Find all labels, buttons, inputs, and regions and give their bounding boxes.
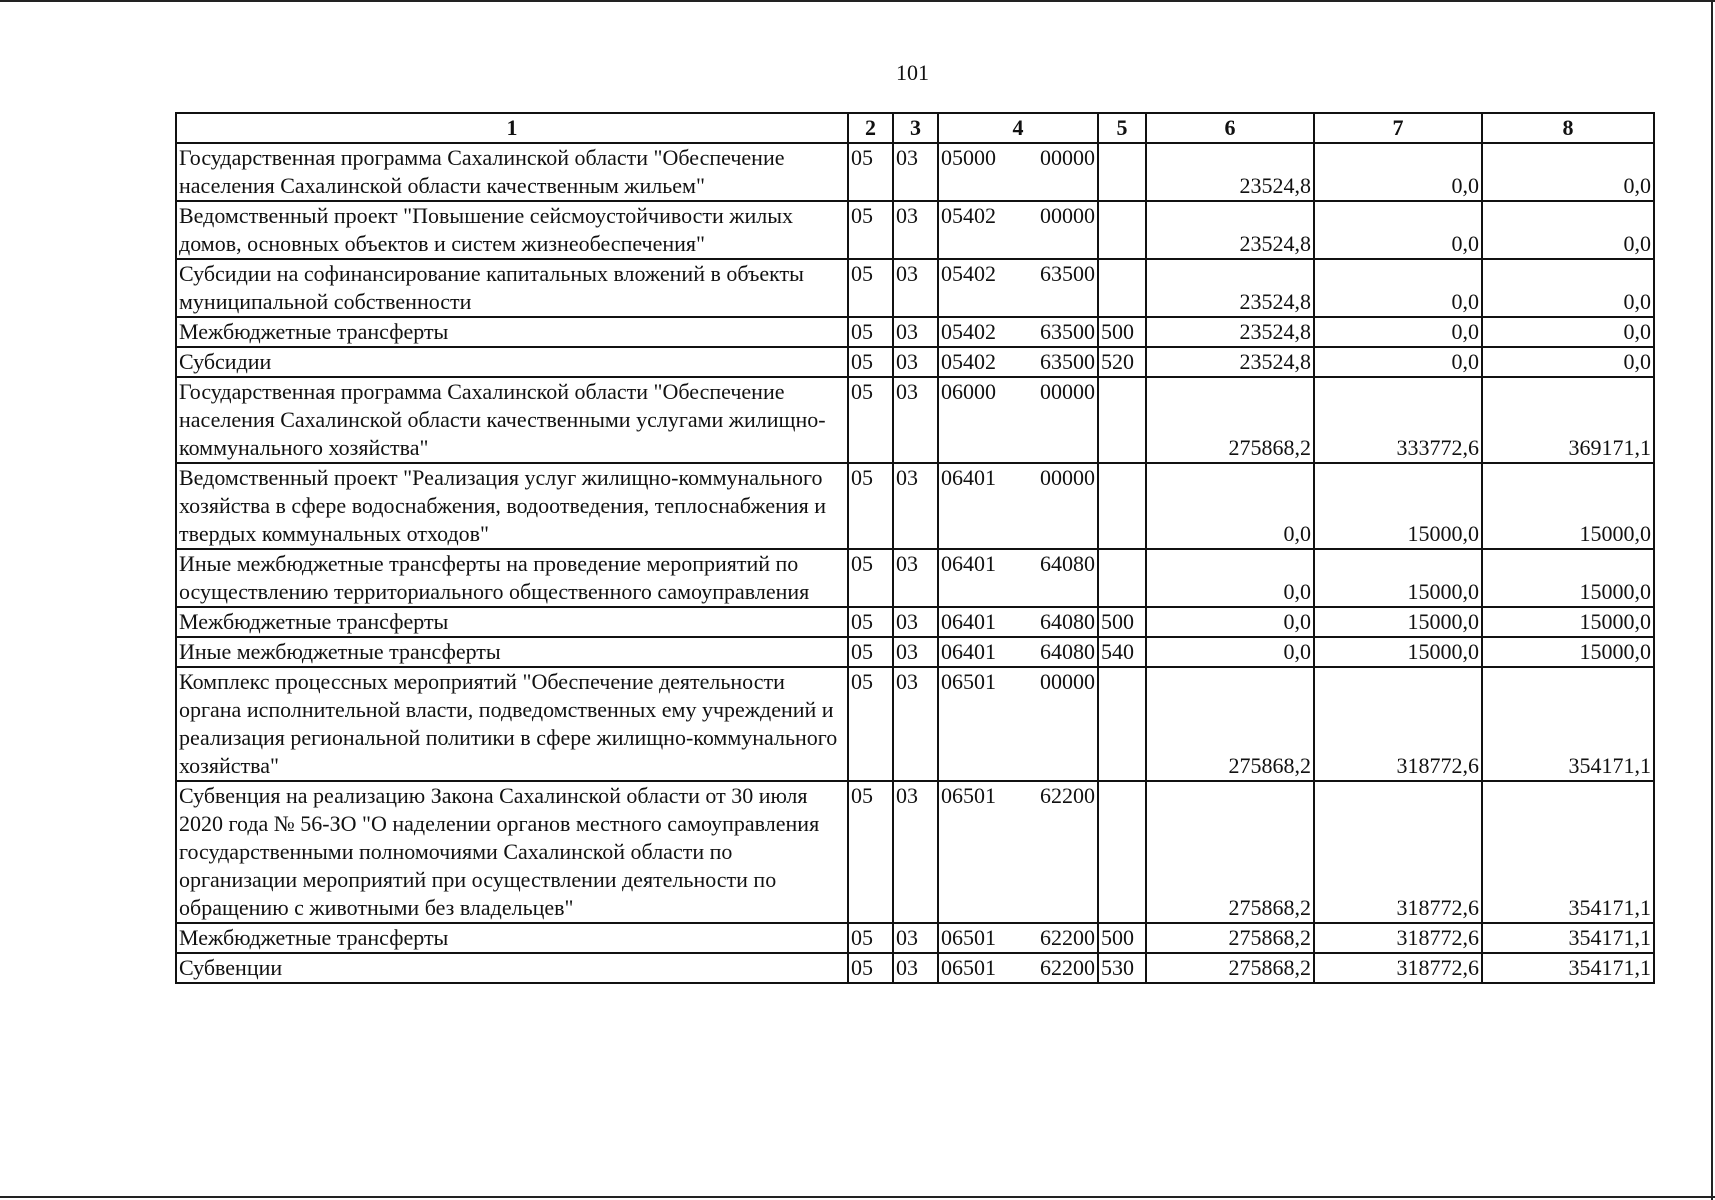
row-target-article bbox=[938, 317, 1098, 347]
row-amount-col-8: 0,0 bbox=[1482, 347, 1654, 377]
table-row bbox=[176, 953, 1654, 983]
row-amount-col-6: 0,0 bbox=[1146, 637, 1314, 667]
row-section-code: 05 bbox=[848, 781, 893, 923]
header-col-2: 2 bbox=[848, 113, 893, 143]
row-program-code: 06401 bbox=[941, 551, 996, 576]
row-direction-code: 63500 bbox=[1040, 319, 1095, 344]
table-row bbox=[176, 667, 1654, 781]
row-amount-col-8: 0,0 bbox=[1482, 143, 1654, 201]
row-amount-col-6: 275868,2 bbox=[1146, 377, 1314, 463]
table-row bbox=[176, 781, 1654, 923]
row-program-code: 05402 bbox=[941, 319, 996, 344]
row-direction-code: 64080 bbox=[1040, 639, 1095, 664]
row-program-code: 06501 bbox=[941, 955, 996, 980]
row-program-code: 05402 bbox=[941, 261, 996, 286]
row-target-article bbox=[938, 347, 1098, 377]
row-target-article bbox=[938, 607, 1098, 637]
row-direction-code: 62200 bbox=[1040, 925, 1095, 950]
row-section-code: 05 bbox=[848, 923, 893, 953]
row-amount-col-6: 275868,2 bbox=[1146, 923, 1314, 953]
row-name: Государственная программа Сахалинской области "Обеспечение населения Сахалинской области качественными услугами жилищно-коммунального хозяйства" bbox=[176, 377, 848, 463]
row-amount-col-8: 0,0 bbox=[1482, 201, 1654, 259]
row-amount-col-6: 23524,8 bbox=[1146, 259, 1314, 317]
header-col-5: 5 bbox=[1098, 113, 1146, 143]
table-row bbox=[176, 347, 1654, 377]
row-subsection-code: 03 bbox=[893, 143, 938, 201]
row-name: Межбюджетные трансферты bbox=[176, 317, 848, 347]
row-subsection-code: 03 bbox=[893, 953, 938, 983]
row-section-code: 05 bbox=[848, 347, 893, 377]
header-col-7: 7 bbox=[1314, 113, 1482, 143]
row-amount-col-6: 0,0 bbox=[1146, 607, 1314, 637]
row-target-article bbox=[938, 781, 1098, 923]
row-direction-code: 00000 bbox=[1040, 465, 1095, 490]
row-section-code: 05 bbox=[848, 463, 893, 549]
row-amount-col-7: 0,0 bbox=[1314, 259, 1482, 317]
row-name: Межбюджетные трансферты bbox=[176, 923, 848, 953]
row-subsection-code: 03 bbox=[893, 781, 938, 923]
table-row bbox=[176, 259, 1654, 317]
row-program-code: 06401 bbox=[941, 639, 996, 664]
row-target-article bbox=[938, 637, 1098, 667]
table-row bbox=[176, 607, 1654, 637]
page-right-edge bbox=[1711, 0, 1713, 1200]
row-program-code: 06501 bbox=[941, 783, 996, 808]
row-program-code: 06401 bbox=[941, 609, 996, 634]
row-amount-col-6: 275868,2 bbox=[1146, 781, 1314, 923]
row-subsection-code: 03 bbox=[893, 201, 938, 259]
row-target-article bbox=[938, 377, 1098, 463]
row-direction-code: 63500 bbox=[1040, 261, 1095, 286]
row-amount-col-7: 15000,0 bbox=[1314, 463, 1482, 549]
row-name: Межбюджетные трансферты bbox=[176, 607, 848, 637]
table-row bbox=[176, 463, 1654, 549]
row-amount-col-8: 15000,0 bbox=[1482, 607, 1654, 637]
row-target-article bbox=[938, 923, 1098, 953]
row-direction-code: 00000 bbox=[1040, 669, 1095, 694]
row-amount-col-6: 23524,8 bbox=[1146, 143, 1314, 201]
row-amount-col-6: 0,0 bbox=[1146, 463, 1314, 549]
row-amount-col-8: 0,0 bbox=[1482, 317, 1654, 347]
row-amount-col-7: 15000,0 bbox=[1314, 637, 1482, 667]
row-subsection-code: 03 bbox=[893, 347, 938, 377]
row-section-code: 05 bbox=[848, 317, 893, 347]
row-direction-code: 64080 bbox=[1040, 551, 1095, 576]
row-program-code: 05402 bbox=[941, 203, 996, 228]
row-target-article bbox=[938, 953, 1098, 983]
row-name: Государственная программа Сахалинской области "Обеспечение населения Сахалинской области качественным жильем" bbox=[176, 143, 848, 201]
row-amount-col-6: 275868,2 bbox=[1146, 953, 1314, 983]
row-amount-col-8: 15000,0 bbox=[1482, 549, 1654, 607]
row-subsection-code: 03 bbox=[893, 377, 938, 463]
row-name: Иные межбюджетные трансферты на проведение мероприятий по осуществлению территориального общественного самоуправления bbox=[176, 549, 848, 607]
row-expense-type: 500 bbox=[1098, 923, 1146, 953]
row-direction-code: 00000 bbox=[1040, 379, 1095, 404]
row-amount-col-8: 15000,0 bbox=[1482, 463, 1654, 549]
row-program-code: 06401 bbox=[941, 465, 996, 490]
row-amount-col-8: 0,0 bbox=[1482, 259, 1654, 317]
row-amount-col-7: 0,0 bbox=[1314, 201, 1482, 259]
row-section-code: 05 bbox=[848, 953, 893, 983]
row-target-article bbox=[938, 667, 1098, 781]
row-amount-col-6: 23524,8 bbox=[1146, 347, 1314, 377]
row-amount-col-7: 318772,6 bbox=[1314, 923, 1482, 953]
row-expense-type: 540 bbox=[1098, 637, 1146, 667]
row-section-code: 05 bbox=[848, 667, 893, 781]
header-col-4: 4 bbox=[938, 113, 1098, 143]
row-subsection-code: 03 bbox=[893, 317, 938, 347]
row-amount-col-7: 333772,6 bbox=[1314, 377, 1482, 463]
row-expense-type: 520 bbox=[1098, 347, 1146, 377]
row-expense-type bbox=[1098, 377, 1146, 463]
row-expense-type: 530 bbox=[1098, 953, 1146, 983]
row-amount-col-7: 0,0 bbox=[1314, 347, 1482, 377]
page-number: 101 bbox=[896, 60, 929, 85]
row-amount-col-7: 0,0 bbox=[1314, 143, 1482, 201]
row-amount-col-8: 354171,1 bbox=[1482, 923, 1654, 953]
row-amount-col-7: 15000,0 bbox=[1314, 607, 1482, 637]
row-name: Субвенции bbox=[176, 953, 848, 983]
row-subsection-code: 03 bbox=[893, 259, 938, 317]
row-expense-type bbox=[1098, 201, 1146, 259]
row-amount-col-8: 354171,1 bbox=[1482, 667, 1654, 781]
page-top-edge bbox=[0, 0, 1715, 2]
row-amount-col-7: 0,0 bbox=[1314, 317, 1482, 347]
row-amount-col-6: 275868,2 bbox=[1146, 667, 1314, 781]
header-col-3: 3 bbox=[893, 113, 938, 143]
row-target-article bbox=[938, 259, 1098, 317]
row-subsection-code: 03 bbox=[893, 637, 938, 667]
header-col-6: 6 bbox=[1146, 113, 1314, 143]
row-program-code: 06501 bbox=[941, 925, 996, 950]
row-name: Субсидии на софинансирование капитальных вложений в объекты муниципальной собственности bbox=[176, 259, 848, 317]
row-section-code: 05 bbox=[848, 201, 893, 259]
row-direction-code: 00000 bbox=[1040, 145, 1095, 170]
table-row bbox=[176, 923, 1654, 953]
row-amount-col-8: 354171,1 bbox=[1482, 953, 1654, 983]
row-program-code: 06000 bbox=[941, 379, 996, 404]
row-target-article bbox=[938, 549, 1098, 607]
row-amount-col-8: 15000,0 bbox=[1482, 637, 1654, 667]
budget-table bbox=[175, 112, 1655, 984]
row-program-code: 06501 bbox=[941, 669, 996, 694]
row-name: Ведомственный проект "Повышение сейсмоустойчивости жилых домов, основных объектов и систем жизнеобеспечения" bbox=[176, 201, 848, 259]
row-direction-code: 62200 bbox=[1040, 783, 1095, 808]
row-name: Субсидии bbox=[176, 347, 848, 377]
row-amount-col-8: 354171,1 bbox=[1482, 781, 1654, 923]
row-subsection-code: 03 bbox=[893, 923, 938, 953]
row-target-article bbox=[938, 201, 1098, 259]
table-row bbox=[176, 143, 1654, 201]
row-expense-type bbox=[1098, 781, 1146, 923]
row-section-code: 05 bbox=[848, 377, 893, 463]
row-subsection-code: 03 bbox=[893, 463, 938, 549]
row-expense-type bbox=[1098, 259, 1146, 317]
row-amount-col-7: 318772,6 bbox=[1314, 667, 1482, 781]
row-direction-code: 63500 bbox=[1040, 349, 1095, 374]
table-row bbox=[176, 317, 1654, 347]
row-name: Иные межбюджетные трансферты bbox=[176, 637, 848, 667]
row-expense-type: 500 bbox=[1098, 317, 1146, 347]
table-row bbox=[176, 549, 1654, 607]
row-expense-type bbox=[1098, 463, 1146, 549]
header-col-1: 1 bbox=[176, 113, 848, 143]
row-section-code: 05 bbox=[848, 549, 893, 607]
row-section-code: 05 bbox=[848, 259, 893, 317]
row-name: Ведомственный проект "Реализация услуг жилищно-коммунального хозяйства в сфере водоснабжения, водоотведения, теплоснабжения и твердых коммунальных отходов" bbox=[176, 463, 848, 549]
table-row bbox=[176, 201, 1654, 259]
row-section-code: 05 bbox=[848, 143, 893, 201]
row-name: Комплекс процессных мероприятий "Обеспечение деятельности органа исполнительной власти, подведомственных ему учреждений и реализация региональной политики в сфере жилищно-коммунального хозяйства" bbox=[176, 667, 848, 781]
table-row bbox=[176, 377, 1654, 463]
row-program-code: 05000 bbox=[941, 145, 996, 170]
row-section-code: 05 bbox=[848, 607, 893, 637]
row-amount-col-7: 318772,6 bbox=[1314, 953, 1482, 983]
row-expense-type: 500 bbox=[1098, 607, 1146, 637]
row-expense-type bbox=[1098, 143, 1146, 201]
row-direction-code: 00000 bbox=[1040, 203, 1095, 228]
row-expense-type bbox=[1098, 549, 1146, 607]
row-program-code: 05402 bbox=[941, 349, 996, 374]
row-amount-col-6: 23524,8 bbox=[1146, 201, 1314, 259]
row-amount-col-7: 15000,0 bbox=[1314, 549, 1482, 607]
row-subsection-code: 03 bbox=[893, 549, 938, 607]
row-amount-col-8: 369171,1 bbox=[1482, 377, 1654, 463]
table-header-row bbox=[176, 113, 1654, 143]
row-amount-col-6: 23524,8 bbox=[1146, 317, 1314, 347]
row-subsection-code: 03 bbox=[893, 667, 938, 781]
row-section-code: 05 bbox=[848, 637, 893, 667]
row-expense-type bbox=[1098, 667, 1146, 781]
row-target-article bbox=[938, 143, 1098, 201]
row-direction-code: 62200 bbox=[1040, 955, 1095, 980]
page-bottom-edge bbox=[0, 1196, 1715, 1198]
row-direction-code: 64080 bbox=[1040, 609, 1095, 634]
table-body bbox=[176, 143, 1654, 983]
row-name: Субвенция на реализацию Закона Сахалинской области от 30 июля 2020 года № 56-ЗО "О наделении органов местного самоуправления государственными полномочиями Сахалинской области по организации мероприятий при осуществлении деятельности по обращению с животными без владельцев" bbox=[176, 781, 848, 923]
row-subsection-code: 03 bbox=[893, 607, 938, 637]
row-amount-col-7: 318772,6 bbox=[1314, 781, 1482, 923]
row-amount-col-6: 0,0 bbox=[1146, 549, 1314, 607]
table-row bbox=[176, 637, 1654, 667]
header-col-8: 8 bbox=[1482, 113, 1654, 143]
row-target-article bbox=[938, 463, 1098, 549]
